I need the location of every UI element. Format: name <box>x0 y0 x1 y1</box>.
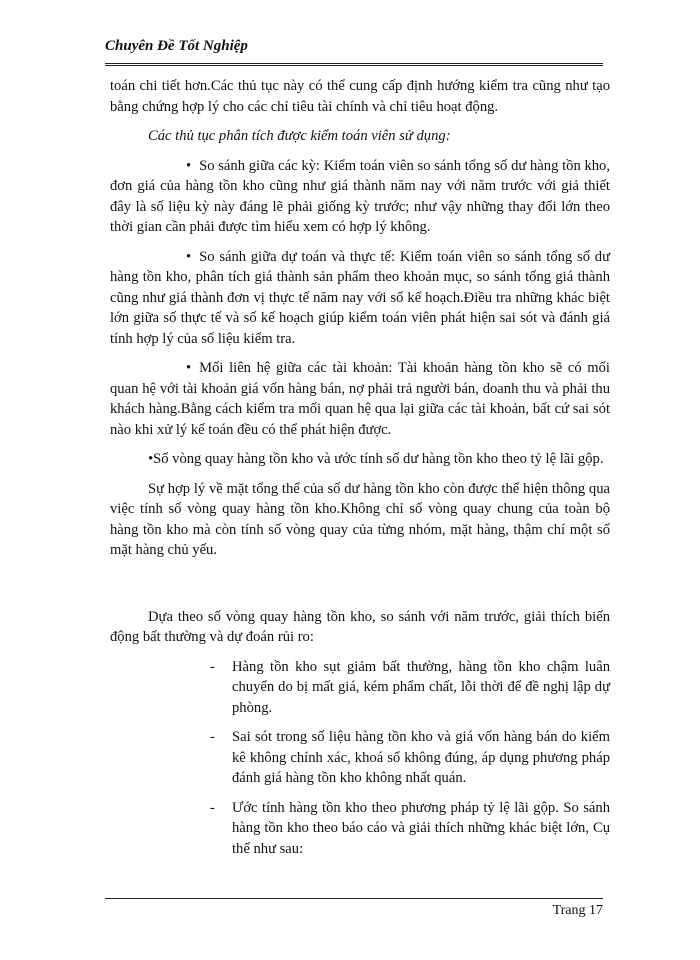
list-item <box>210 727 610 789</box>
document-body <box>110 76 610 868</box>
bullet-text: So sánh giữa dự toán và thực tế: Kiểm toán viên so sánh tổng số dư hàng tồn kho, phân tích giá thành sản phẩm theo khoản mục, so sánh tổng giá thành cũng như giá thành đơn vị thực tế năm nay với số kế hoạch.Điều tra những khác biệt lớn giữa số thực tế và số kế hoạch giúp kiểm toán viên phát hiện sai sót và đánh giá tính hợp lý của số liệu kiểm tra. <box>110 248 610 347</box>
paragraph-turnover-explanation: Sự hợp lý về mặt tổng thể của số dư hàng tồn kho còn được thể hiện thông qua việc tính số vòng quay hàng tồn kho.Không chỉ số vòng quay chung của toàn bộ hàng tồn kho mà còn tính số vòng quay của từng nhóm, mặt hàng, thậm chí một số mặt hàng chủ yếu. <box>110 480 610 558</box>
bullet-text: So sánh giữa các kỳ: Kiểm toán viên so sánh tổng số dư hàng tồn kho, đơn giá của hàng tồn kho cũng như giá thành năm nay với năm trước với giả thiết đây là số liệu kỳ này đáng lẽ phải giống kỳ trước; như vậy những thay đổi lớn theo thời gian cần phải được tìm hiểu xem có hợp lý không. <box>110 157 610 235</box>
list-item-text: Hàng tồn kho sụt giảm bất thường, hàng tồn kho chậm luân chuyển do bị mất giá, kém phẩm chất, lỗi thời để đề nghị lập dự phòng. <box>232 658 610 716</box>
list-item-text: Ước tính hàng tồn kho theo phương pháp tỷ lệ lãi gộp. So sánh hàng tồn kho theo báo cáo và giải thích những khác biệt lớn, Cụ thể như sau: <box>232 799 610 857</box>
blank-spacer <box>110 570 610 607</box>
bullet-text: Mối liên hệ giữa các tài khoản: Tài khoản hàng tồn kho sẽ có mối quan hệ với tài khoản giá vốn hàng bán, nợ phải trả người bán, doanh thu và phải thu khách hàng.Bằng cách kiểm tra mối quan hệ qua lại giữa các tài khoản, bất cứ sai sót nào khi xử lý kế toán đều có thể phát hiện được. <box>110 360 610 438</box>
bullet-text: Số vòng quay hàng tồn kho và ước tính số dư hàng tồn kho theo tỷ lệ lãi gộp. <box>153 451 604 467</box>
bullet-account-relationships <box>110 358 610 440</box>
risk-dash-list <box>110 657 610 860</box>
paragraph-risk-forecast: Dựa theo số vòng quay hàng tồn kho, so sánh với năm trước, giải thích biến động bất thường và dự đoán rủi ro: <box>110 608 610 645</box>
dash-icon: - <box>210 658 215 675</box>
bullet-inventory-turnover <box>110 449 610 470</box>
list-item-text: Sai sót trong số liệu hàng tồn kho và giá vốn hàng bán do kiểm kê không chính xác, khoá sổ không đúng, áp dụng phương pháp đánh giá hàng tồn kho không nhất quán. <box>232 729 610 786</box>
paragraph-intro: toán chi tiết hơn.Các thủ tục này có thể cung cấp định hướng kiểm tra cũng như tạo bằng chứng hợp lý cho các chỉ tiêu tài chính và chỉ tiêu hoạt động. <box>110 78 610 115</box>
bullet-icon: • <box>186 248 192 265</box>
list-item <box>210 657 610 719</box>
footer-divider <box>105 898 603 899</box>
header-divider <box>105 63 603 66</box>
section-heading-analytical-procedures: Các thủ tục phân tích được kiểm toán viên sử dụng: <box>148 128 451 144</box>
bullet-period-comparison <box>110 156 610 238</box>
dash-icon: - <box>210 729 215 745</box>
list-item <box>210 798 610 860</box>
bullet-budget-vs-actual <box>110 247 610 350</box>
dash-icon: - <box>210 799 215 816</box>
page-number: Trang 17 <box>552 903 603 918</box>
bullet-icon: • <box>186 360 192 376</box>
bullet-icon: • <box>186 157 192 174</box>
page-header-title: Chuyên Đề Tốt Nghiệp <box>105 38 248 54</box>
bullet-icon: • <box>148 451 154 467</box>
